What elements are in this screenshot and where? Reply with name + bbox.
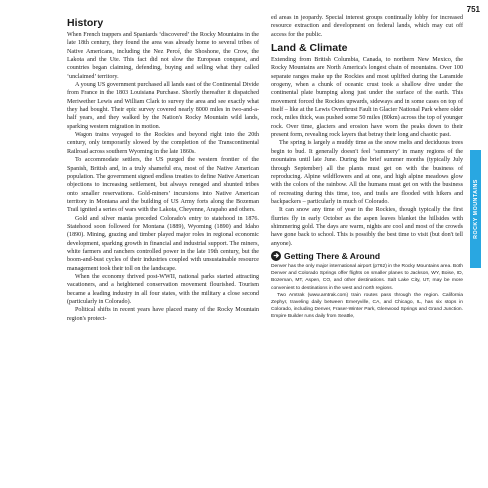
history-heading: History [67,17,104,29]
land-paragraph: Extending from British Columbia, Canada, to northern New Mexico, the Rocky Mountains are North America's longest chain of mountains. Over 100 separate ranges make up the Rockies and most uplifted during the Laramide orogeny, when a chunk of oceanic crust took a shallow dive under the continental plate bumping along just under the surface of the earth. This movement forced the Rockies upwards, sideways and in some cases on top of itself – like at the Lewis Overthrust Fault in Glacier National Park where older rock, miles thick, was pushed some 50 miles (80km) across the top of younger rock. Over time, glaciers and erosion have worn the peaks down to their present form, revealing rock layers that betray their long and chaotic past. [271,57,463,139]
getting-there-heading: Getting There & Around [284,250,381,261]
rocky-mountains-side-tab [470,150,481,268]
history-paragraph: Gold and silver mania preceded Colorado's entry to statehood in 1876. Statehood soon followed for Montana (1889), Wyoming (1890) and Idaho (1890). Mining, grazing and timber played major roles in regional economic development, sparking growth in financial and industrial support. The miners, white farmers and ranchers controlled power in the late 19th century, but the boom-and-bust cycles of their industries coupled with unsustainable resource management took their toll on the landscape. [67,215,259,272]
history-continuation: ed areas in jeopardy. Special interest groups continually lobby for increased resource extraction and development on federal lands, which may cut off access for the public. [271,15,463,38]
left-column [67,14,259,323]
land-climate-heading: Land & Climate [271,42,348,55]
history-paragraph: Political shifts in recent years have placed many of the Rocky Mountain region's protect- [67,307,259,322]
history-paragraph: Wagon trains voyaged to the Rockies and beyond right into the 20th century, only temporarily slowed by the completion of the Transcontinental Railroad across southern Wyoming in the late 1860s. [67,132,259,155]
history-paragraph: A young US government purchased all lands east of the Continental Divide from France in the 1803 Louisiana Purchase. Shortly thereafter it dispatched Meriwether Lewis and William Clark to survey the area and see exactly what they had bought. Their epic survey covered nearly 8000 miles in two-and-a-half years, and they walked by the Nation's Rocky Mountain wild lands, sparking western migration in motion. [67,82,259,130]
history-paragraph: To accommodate settlers, the US purged the western frontier of the Spanish, British and, in a truly shameful era, most of the Native American population. The government signed endless treaties to define Native American objections to increasing settlement, but always reneged and shunted tribes onto smaller reservations. Gold-miners’ incursions into Native American territory in Montana and the building of US Army forts along the Bozeman Trail ignited a series of wars with the Lakota, Cheyenne, Arapaho and others. [67,157,259,214]
getting-there-paragraph: Two Amtrak (www.amtrak.com) train routes pass through the region. California Zephyr, traveling daily between Emeryville, CA, and Chicago, IL, has six stops in Colorado, including Denver, Fraser-Winter Park, Glenwood Springs and Grand Junction. Empire Builder runs daily from Seattle, [271,292,463,320]
history-paragraph: When French trappers and Spaniards ‘discovered’ the Rocky Mountains in the late 18th century, they found the area was already home to several tribes of Native Americans, including the Nez Percé, the Shoshone, the Crow, the Lakota and the Ute. This fact did not slow the European conquest, and countries began claiming, defending, buying and selling what they called ‘unclaimed’ territory. [67,32,259,80]
getting-there-header [271,251,463,261]
page-number: 751 [466,5,480,14]
getting-there-paragraph: Denver has the only major international airport (p762) in the Rocky Mountains area. Both Denver and Colorado Springs offer flights on smaller planes to Jackson, WY, Boise, ID, Bozeman, MT, Aspen, CO, and other destinations. Salt Lake City, UT, may be more convenient to destinations in the west and north regions. [271,263,463,291]
history-paragraph: When the economy thrived post-WWII, national parks started attracting vacationers, and a heightened conservation movement flourished. Tourism became a leading industry in all four states, with the military a close second (particularly in Colorado). [67,273,259,305]
right-column [271,14,463,321]
getting-there-section [271,251,463,321]
land-paragraph: The spring is largely a muddy time as the snow melts and deciduous trees begin to bud. It generally doesn't feel ‘summery’ in many regions of the mountains until late June. During the brief summer months (typically July through September) all the plants must get on with the business of reproducing. Alpine wildflowers and at one, and high alpine meadows glow with the colors of the rainbow. All the humans must get on with the business of recreating during this time, too, and trails are flooded with hikers and backpackers – particularly in much of Colorado. [271,140,463,205]
land-paragraph: It can snow any time of year in the Rockies, though typically the first flurries fly in early October as the aspen leaves blanket the hillsides with shimmering gold. The days are warm, nights are cool and most of the crowds have gone back to school. This is possibly the best time to visit (but don't tell anyone). [271,207,463,247]
arrow-right-icon [271,251,281,261]
side-tab-label: ROCKY MOUNTAINS [472,179,479,239]
